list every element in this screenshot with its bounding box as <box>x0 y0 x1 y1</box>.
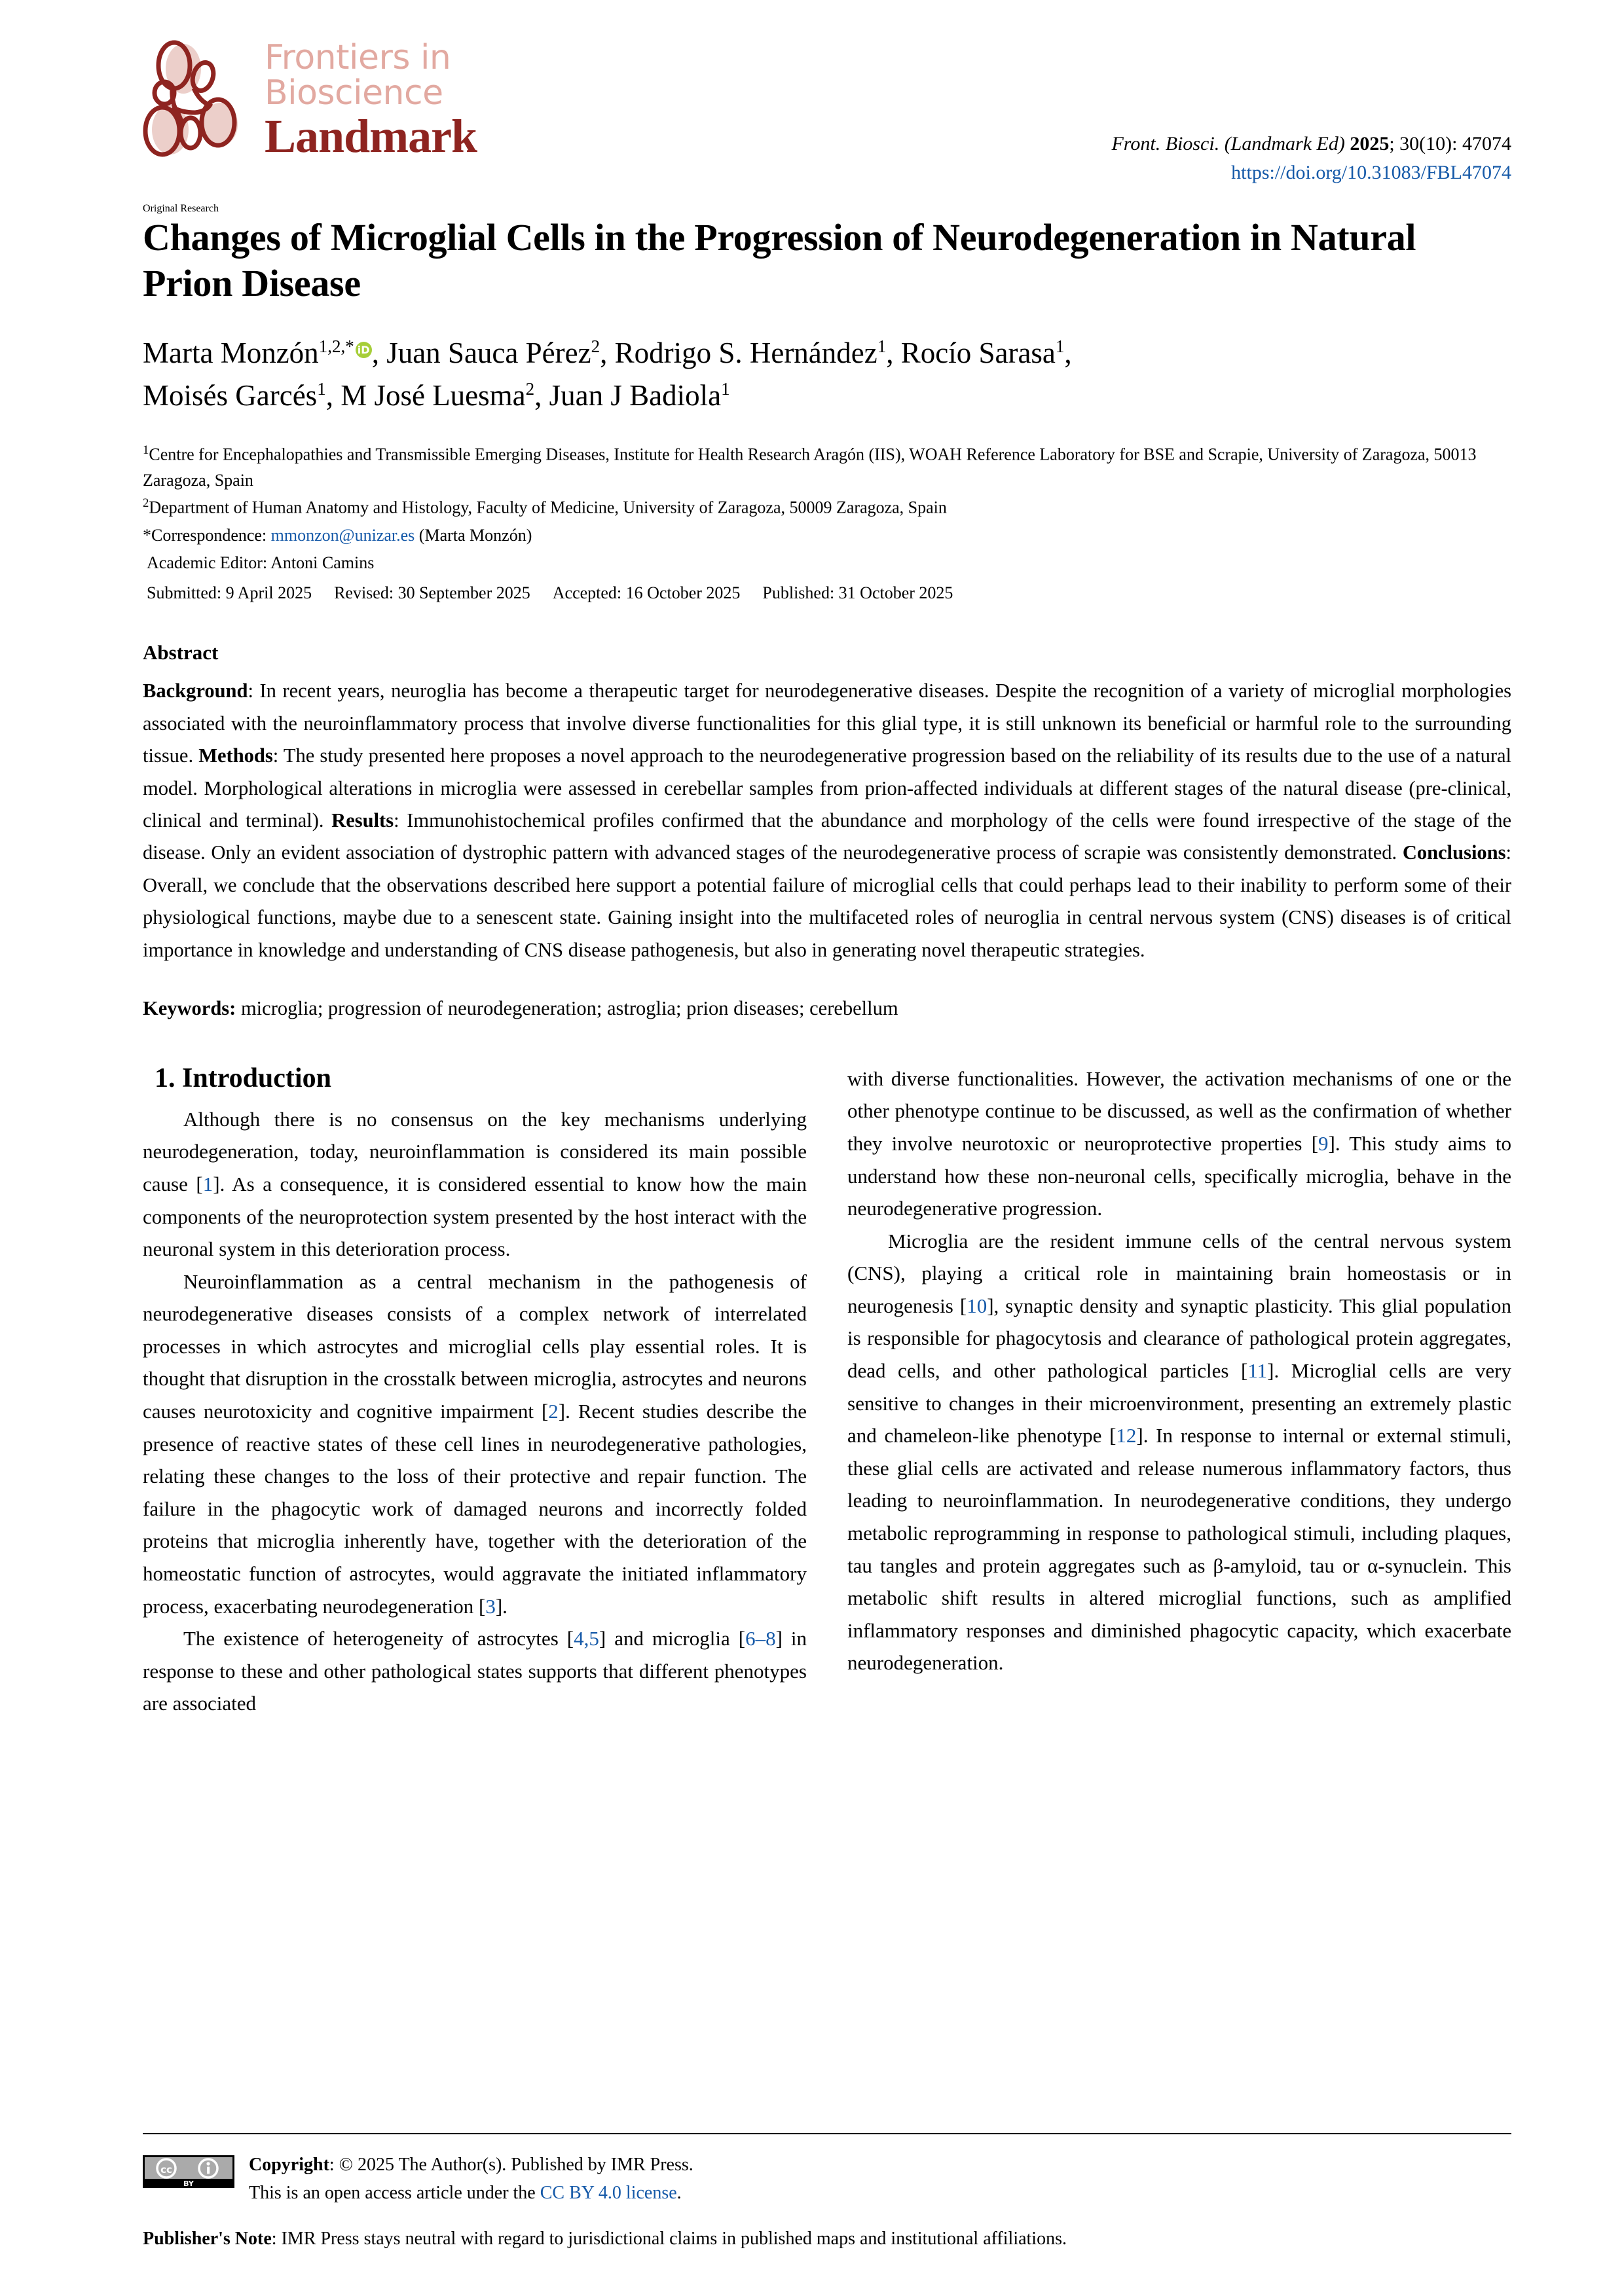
author-3-affil-sup: 1 <box>877 337 887 357</box>
license-prefix: This is an open access article under the <box>249 2182 540 2203</box>
author-4-affil-sup: 1 <box>1055 337 1065 357</box>
academic-editor: Academic Editor: Antoni Camins <box>147 553 375 573</box>
correspondence <box>143 522 1511 549</box>
author-1-affil-sup: 1,2, <box>318 337 346 357</box>
logo-line-2: Bioscience <box>265 73 443 113</box>
citation-block <box>1111 130 1511 187</box>
author-7-affil-sup: 1 <box>721 379 730 399</box>
section-heading-introduction: 1. Introduction <box>155 1063 331 1093</box>
citation-ref-10[interactable]: 10 <box>967 1294 987 1317</box>
author-2-affil-sup: 2 <box>591 337 600 357</box>
logo-wordmark: Landmark <box>265 109 477 162</box>
citation-journal: Front. Biosci. (Landmark Ed) <box>1111 133 1345 155</box>
license-suffix: . <box>676 2182 682 2203</box>
right-p2-b: ], synaptic density and synaptic plasticity. This glial population is responsible for phagocytosis and clearance of pathological protein aggregates, dead cells, and other pathological particles [ <box>847 1294 1511 1383</box>
orcid-icon[interactable]: iD <box>356 342 372 358</box>
affiliation-1-marker: 1 <box>143 443 149 457</box>
intro-p3-a: The existence of heterogeneity of astrocytes [ <box>183 1627 574 1650</box>
affiliation-1-text: Centre for Encephalopathies and Transmissible Emerging Diseases, Institute for Health Research Aragón (IIS), WOAH Reference Laboratory for BSE and Scrapie, University of Zaragoza, 50013 Zaragoza, Spain <box>143 445 1477 490</box>
author-1-corresponding-star: * <box>345 337 354 357</box>
intro-paragraph-4 <box>847 1225 1511 1679</box>
correspondence-label: *Correspondence: <box>143 525 267 545</box>
author-1-name: Marta Monzón <box>143 337 319 370</box>
author-3-prefix: , Rodrigo S. Hernández <box>600 337 877 370</box>
journal-logo[interactable] <box>143 39 477 160</box>
intro-paragraph-1 <box>143 1103 807 1266</box>
author-6-prefix: , M José Luesma <box>325 379 526 412</box>
author-6-affil-sup: 2 <box>525 379 535 399</box>
doi-link[interactable]: https://doi.org/10.31083/FBL47074 <box>1231 161 1511 183</box>
author-list <box>143 332 1511 418</box>
intro-paragraph-3 <box>143 1622 807 1720</box>
right-p1-b: ]. This study aims to understand how these non-neuronal cells, specifically microglia, behave in the neurodegenerative progression. <box>847 1131 1511 1220</box>
abstract-conclusions-text: : Overall, we conclude that the observations described here support a potential failure of microglial cells that could perhaps lead to their inability to perform some of their physiological functions, maybe due to a senescent state. Gaining insight into the multifaceted roles of neuroglia in central nervous system (CNS) diseases is of critical importance in knowledge and understanding of CNS disease pathogenesis, but also in generating novel therapeutic strategies. <box>143 841 1511 961</box>
intro-paragraph-2 <box>143 1266 807 1623</box>
article-type: Original Research <box>143 203 219 214</box>
column-left <box>143 1063 807 1720</box>
author-7-prefix: , Juan J Badiola <box>534 379 722 412</box>
date-submitted: Submitted: 9 April 2025 <box>147 583 312 603</box>
right-p2-d: ]. In response to internal or external stimuli, these glial cells are activated and release numerous inflammatory factors, thus leading to neuroinflammation. In neurodegenerative conditions, they undergo metabolic reprogramming in response to pathological stimuli, including plaques, tau tangles and protein aggregates such as β-amyloid, tau or α-synuclein. This metabolic shift results in altered microglial functions, such as amplified inflammatory responses and diminished phagocytic capacity, which exacerbate neurodegeneration. <box>847 1424 1511 1675</box>
citation-ref-2[interactable]: 2 <box>548 1400 559 1423</box>
intro-p1-a: Although there is no consensus on the key mechanisms underlying neurodegeneration, today, neuroinflammation is considered its main possible cause [ <box>143 1107 807 1195</box>
keywords <box>143 993 1511 1025</box>
author-line1-end: , <box>1064 337 1072 370</box>
svg-text:cc: cc <box>160 2164 172 2176</box>
right-p2-a: Microglia are the resident immune cells of the central nervous system (CNS), playing a critical role in maintaining brain homeostasis or in neurogenesis [ <box>847 1229 1511 1317</box>
author-5-name: Moisés Garcés <box>143 379 318 412</box>
journal-logo-text <box>265 37 477 162</box>
abstract-heading: Abstract <box>143 641 219 665</box>
right-p1-a: with diverse functionalities. However, the activation mechanisms of one or the other phenotype continue to be discussed, as well as the confirmation of whether they involve neurotoxic or neuroprotective properties [ <box>847 1066 1511 1155</box>
copyright-line <box>249 2151 693 2179</box>
license-line <box>249 2179 693 2208</box>
svg-text:BY: BY <box>183 2179 194 2188</box>
citation-line <box>1111 130 1511 158</box>
citation-year: 2025 <box>1350 133 1390 155</box>
publisher-note <box>143 2225 1511 2253</box>
correspondence-name: (Marta Monzón) <box>418 525 532 545</box>
citation-ref-11[interactable]: 11 <box>1247 1359 1268 1383</box>
author-4-prefix: , Rocío Sarasa <box>886 337 1056 370</box>
affiliation-2-marker: 2 <box>143 496 149 511</box>
page-title: Changes of Microglial Cells in the Progression of Neurodegeneration in Natural Prion Disease <box>143 216 1416 304</box>
citation-ref-3[interactable]: 3 <box>485 1594 496 1618</box>
citation-ref-4-5[interactable]: 4,5 <box>574 1627 599 1650</box>
affiliation-1 <box>143 441 1511 494</box>
intro-p3-c: ] in response to these and other pathological states supports that different phenotypes are associated <box>143 1627 807 1715</box>
correspondence-email-link[interactable]: mmonzon@unizar.es <box>270 525 415 545</box>
cc-license-link[interactable]: CC BY 4.0 license <box>540 2182 677 2203</box>
page-footer <box>143 2133 1511 2253</box>
body-columns <box>143 1063 1511 1720</box>
copyright-text <box>249 2151 693 2207</box>
page-content <box>143 39 1511 1720</box>
abstract-methods-text: : The study presented here proposes a novel approach to the neurodegenerative progression based on the reliability of its results due to the use of a natural model. Morphological alterations in microglia were assessed in cerebellar samples from prion-affected individuals at different stages of the natural disease (pre-clinical, clinical and terminal). <box>143 744 1511 831</box>
intro-paragraph-1-continued <box>847 1063 1511 1225</box>
masthead <box>143 39 1511 203</box>
logo-line-1: Frontiers in <box>265 37 451 77</box>
date-revised: Revised: 30 September 2025 <box>334 583 530 603</box>
author-5-affil-sup: 1 <box>317 379 326 399</box>
intro-p2-a: Neuroinflammation as a central mechanism in the pathogenesis of neurodegenerative diseases consists of a complex network of interrelated processes in which astrocytes and microglial cells play essential roles. It is thought that disruption in the crosstalk between microglia, astrocytes and neurons causes neurotoxicity and cognitive impairment [ <box>143 1269 807 1423</box>
date-published: Published: 31 October 2025 <box>762 583 953 603</box>
abstract-conclusions-label: Conclusions <box>1402 841 1506 864</box>
bioscience-logo-icon <box>143 39 254 160</box>
citation-locator: ; 30(10): 47074 <box>1389 133 1511 155</box>
abstract-results-label: Results <box>331 809 394 831</box>
right-p2-c: ]. Microglial cells are very sensitive to changes in their microenvironment, presenting an extremely plastic and chameleon-like phenotype [ <box>847 1359 1511 1448</box>
publisher-note-label: Publisher's Note <box>143 2229 272 2250</box>
author-2-prefix: , Juan Sauca Pérez <box>371 337 591 370</box>
copyright-value: : © 2025 The Author(s). Published by IMR Press. <box>329 2155 693 2175</box>
abstract-text <box>143 675 1511 966</box>
citation-ref-9[interactable]: 9 <box>1318 1131 1329 1155</box>
publication-dates <box>143 579 1511 607</box>
keywords-text: microglia; progression of neurodegeneration; astroglia; prion diseases; cerebellum <box>236 996 898 1019</box>
publisher-note-text: : IMR Press stays neutral with regard to jurisdictional claims in published maps and institutional affiliations. <box>271 2229 1067 2250</box>
copyright-row <box>143 2151 1511 2207</box>
intro-p2-b: ]. Recent studies describe the presence of reactive states of these cell lines in neurodegenerative pathologies, relating these changes to the loss of their protective and repair function. The failure in the phagocytic work of damaged neurons and incorrectly folded proteins that microglia inherently have, together with the deterioration of the homeostatic function of astrocytes, would aggravate the initiated inflammatory process, exacerbating neurodegeneration [ <box>143 1400 807 1618</box>
citation-ref-12[interactable]: 12 <box>1116 1424 1137 1448</box>
copyright-label: Copyright <box>249 2155 329 2175</box>
footer-divider <box>143 2133 1511 2134</box>
abstract-results-text: : Immunohistochemical profiles confirmed that the abundance and morphology of the cells were found irrespective of the stage of the disease. Only an evident association of dystrophic pattern with advanced stages of the neurodegenerative process of scrapie was consistently demonstrated. <box>143 809 1511 864</box>
abstract-background-label: Background <box>143 680 248 702</box>
intro-p3-b: ] and microglia [ <box>599 1627 746 1650</box>
affiliation-2 <box>143 494 1511 520</box>
column-right <box>847 1063 1511 1720</box>
abstract-methods-label: Methods <box>198 744 273 767</box>
affiliation-2-text: Department of Human Anatomy and Histology, Faculty of Medicine, University of Zaragoza, 50009 Zaragoza, Spain <box>149 498 947 518</box>
keywords-label: Keywords: <box>143 996 236 1019</box>
citation-ref-6-8[interactable]: 6–8 <box>745 1627 776 1650</box>
intro-p1-b: ]. As a consequence, it is considered essential to know how the main components of the neuroprotection system presented by the host interact with the neuronal system in this deterioration process. <box>143 1172 807 1261</box>
intro-p2-c: ]. <box>495 1594 507 1618</box>
creative-commons-by-icon <box>143 2155 234 2188</box>
date-accepted: Accepted: 16 October 2025 <box>552 583 741 603</box>
citation-ref-1[interactable]: 1 <box>202 1172 213 1195</box>
abstract-background-text: : In recent years, neuroglia has become a therapeutic target for neurodegenerative diseases. Despite the recognition of a variety of microglial morphologies associated with the neuroinflammatory process that involve diverse functionalities for this glial type, it is still unknown its beneficial or harmful role to the surrounding tissue. <box>143 680 1511 767</box>
